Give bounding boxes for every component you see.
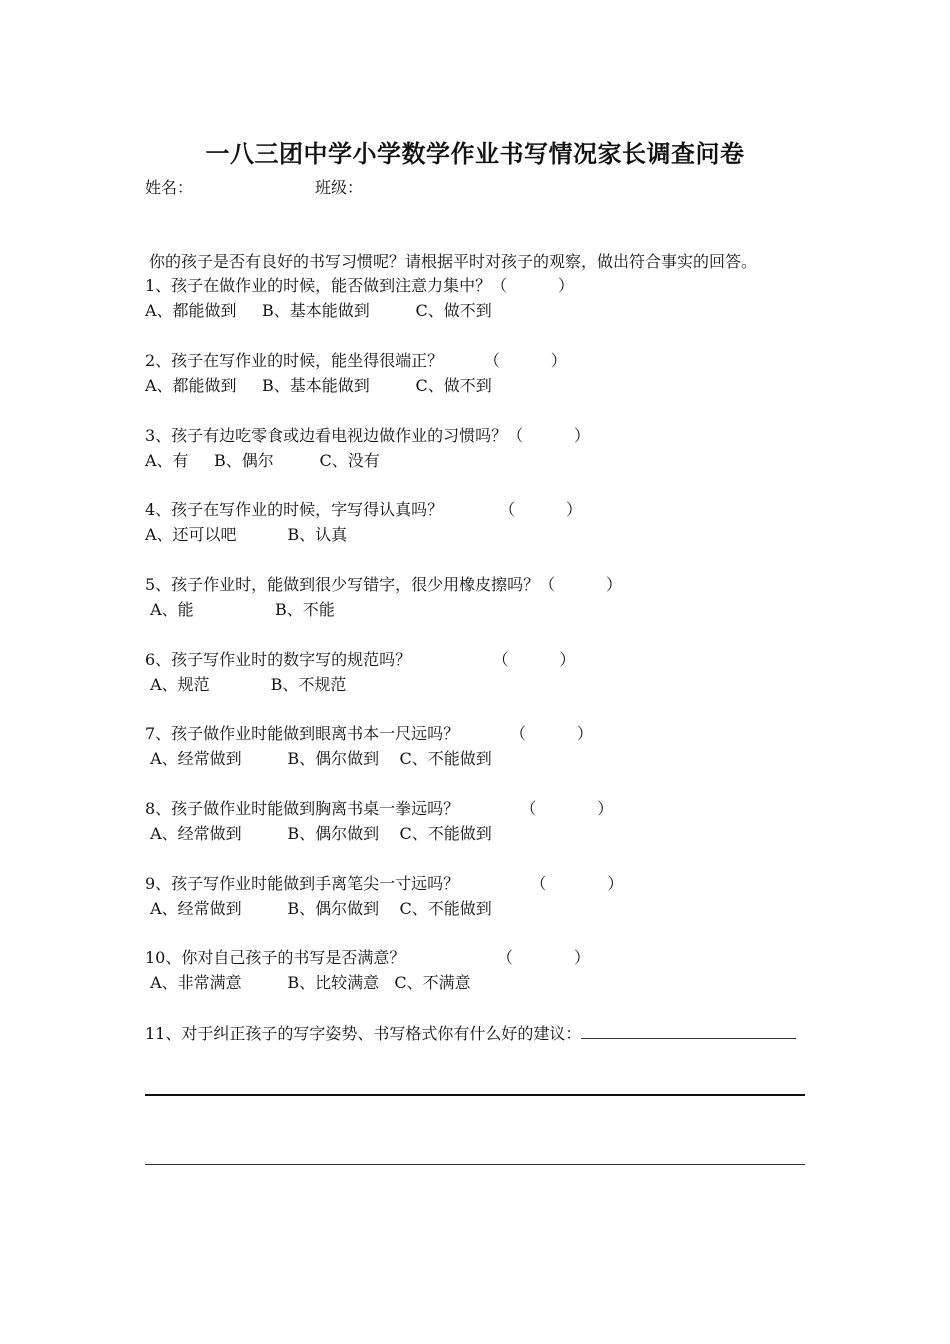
document-title: 一八三团中学小学数学作业书写情况家长调查问卷 (205, 139, 745, 168)
options-9: A、经常做到 B、偶尔做到 C、不能做到 (145, 899, 492, 918)
question-11 (145, 1023, 796, 1044)
options-4: A、还可以吧 B、认真 (145, 525, 348, 544)
options-1: A、都能做到 B、基本能做到 C、做不到 (145, 301, 492, 320)
name-label: 姓名： (145, 178, 194, 197)
question-6: 6、孩子写作业时的数字写的规范吗？ （ ） (145, 650, 576, 669)
question-10: 10、你对自己孩子的书写是否满意？ （ ） (145, 948, 590, 967)
answer-line-2[interactable] (145, 1164, 805, 1165)
question-4: 4、孩子在写作业的时候，字写得认真吗？ （ ） (145, 500, 582, 519)
options-10: A、非常满意 B、比较满意 C、不满意 (145, 973, 471, 992)
class-label: 班级： (315, 178, 364, 197)
answer-line-1[interactable] (145, 1094, 805, 1096)
question-11-text: 11、对于纠正孩子的写字姿势、书写格式你有什么好的建议： (145, 1024, 582, 1043)
options-6: A、规范 B、不规范 (145, 675, 347, 694)
options-3: A、有 B、偶尔 C、没有 (145, 451, 380, 470)
options-7: A、经常做到 B、偶尔做到 C、不能做到 (145, 749, 492, 768)
question-8: 8、孩子做作业时能做到胸离书桌一拳远吗？ （ ） (145, 799, 614, 818)
question-3: 3、孩子有边吃零食或边看电视边做作业的习惯吗？（ ） (145, 426, 591, 445)
question-9: 9、孩子写作业时能做到手离笔尖一寸远吗？ （ ） (145, 874, 624, 893)
question-7: 7、孩子做作业时能做到眼离书本一尺远吗？ （ ） (145, 724, 593, 743)
student-info-row (145, 178, 363, 198)
options-8: A、经常做到 B、偶尔做到 C、不能做到 (145, 824, 492, 843)
intro-text: 你的孩子是否有良好的书写习惯呢？请根据平时对孩子的观察，做出符合事实的回答。 (149, 252, 758, 271)
options-5: A、能 B、不能 (145, 600, 335, 619)
question-5: 5、孩子作业时，能做到很少写错字，很少用橡皮擦吗？（ ） (145, 575, 623, 594)
options-2: A、都能做到 B、基本能做到 C、做不到 (145, 376, 492, 395)
question-2: 2、孩子在写作业的时候，能坐得很端正？ （ ） (145, 351, 567, 370)
answer-blank-inline[interactable] (581, 1023, 796, 1039)
question-1: 1、孩子在做作业的时候，能否做到注意力集中？（ ） (145, 276, 575, 295)
